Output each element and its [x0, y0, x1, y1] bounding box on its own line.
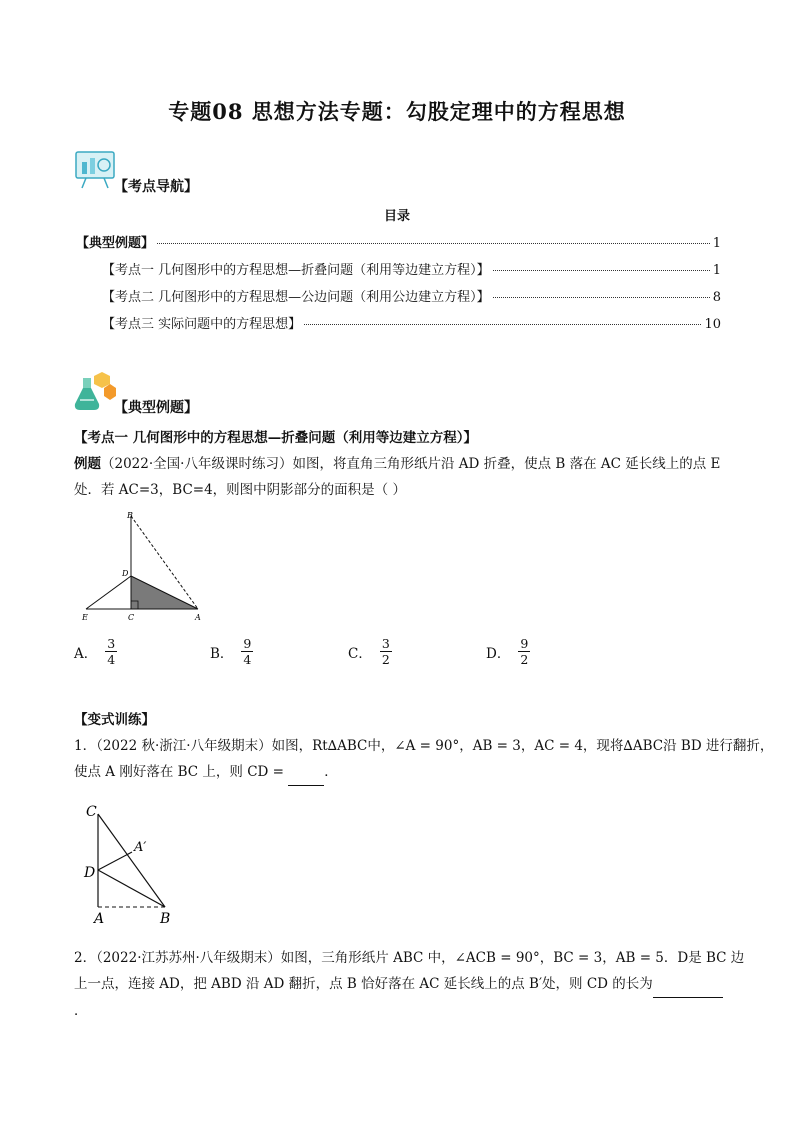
- practice-heading: 【变式训练】: [74, 712, 155, 728]
- option-d[interactable]: D． $\frac{9}{2}$: [486, 636, 529, 667]
- q2-answer-blank[interactable]: [653, 971, 723, 998]
- option-c[interactable]: C． $\frac{3}{2}$: [348, 636, 390, 667]
- flask-icon: [72, 370, 116, 414]
- folding-triangle-figure: [74, 508, 214, 630]
- option-a[interactable]: A． $\frac{3}{4}$: [74, 636, 116, 667]
- toc-item[interactable]: 【考点一 几何图形中的方程思想—折叠问题（利用等边建立方程）】 1: [102, 263, 721, 278]
- example-line-2: 处．若 AC=3，BC=4，则图中阴影部分的面积是（ ）: [74, 482, 406, 498]
- toc-item[interactable]: 【考点三 实际问题中的方程思想】 10: [102, 317, 721, 332]
- nav-heading: 【考点导航】: [114, 179, 198, 195]
- presentation-board-icon: [74, 150, 118, 190]
- figure1-label-e: E: [82, 613, 88, 622]
- toc-title: 目录: [383, 209, 410, 224]
- q2-line-2: 上一点，连接 AD，把 ABD 沿 AD 翻折，点 B 恰好落在 AC 延长线上的点 B′处，则 CD 的长为 ．: [74, 971, 734, 1024]
- q1-line-2: 使点 A 刚好落在 BC 上，则 CD = ．: [74, 759, 734, 786]
- examples-heading: 【典型例题】: [114, 400, 198, 416]
- figure2-label-a: A: [94, 911, 105, 927]
- toc-item[interactable]: 【考点二 几何图形中的方程思想—公边问题（利用公边建立方程）】 8: [102, 290, 721, 305]
- q1-answer-blank[interactable]: [288, 759, 324, 786]
- example-question: [74, 451, 734, 477]
- figure1-label-b: B: [127, 511, 133, 520]
- figure1-label-c: C: [128, 613, 135, 622]
- figure2-label-a-prime: A′: [134, 840, 147, 855]
- toc-item[interactable]: 【典型例题】 1: [76, 236, 721, 251]
- q2-line-1: 2．（2022·江苏苏州·八年级期末）如图，三角形纸片 ABC 中，∠ACB = 90°，BC = 3，AB = 5．D是 BC 边: [74, 950, 745, 966]
- fold-bd-figure: [80, 798, 190, 928]
- figure2-label-b: B: [160, 911, 171, 927]
- option-b[interactable]: B． $\frac{9}{4}$: [210, 636, 252, 667]
- figure2-label-d: D: [84, 865, 96, 881]
- page-title: 专题08 思想方法专题：勾股定理中的方程思想: [168, 99, 626, 124]
- example-label: 例题: [74, 456, 101, 472]
- example-line-1: （2022·全国·八年级课时练习）如图，将直角三角形纸片沿 AD 折叠，使点 B 落在 AC 延长线上的点 E: [101, 456, 721, 472]
- point1-heading: 【考点一 几何图形中的方程思想—折叠问题（利用等边建立方程）】: [74, 430, 477, 446]
- figure2-label-c: C: [86, 804, 97, 820]
- q1-line-1: 1．（2022 秋·浙江·八年级期末）如图，Rt∆ABC中，∠A = 90°，AB = 3，AC = 4，现将∆ABC沿 BD 进行翻折，: [74, 738, 774, 754]
- figure1-label-d: D: [122, 569, 129, 578]
- figure1-label-a: A: [195, 613, 201, 622]
